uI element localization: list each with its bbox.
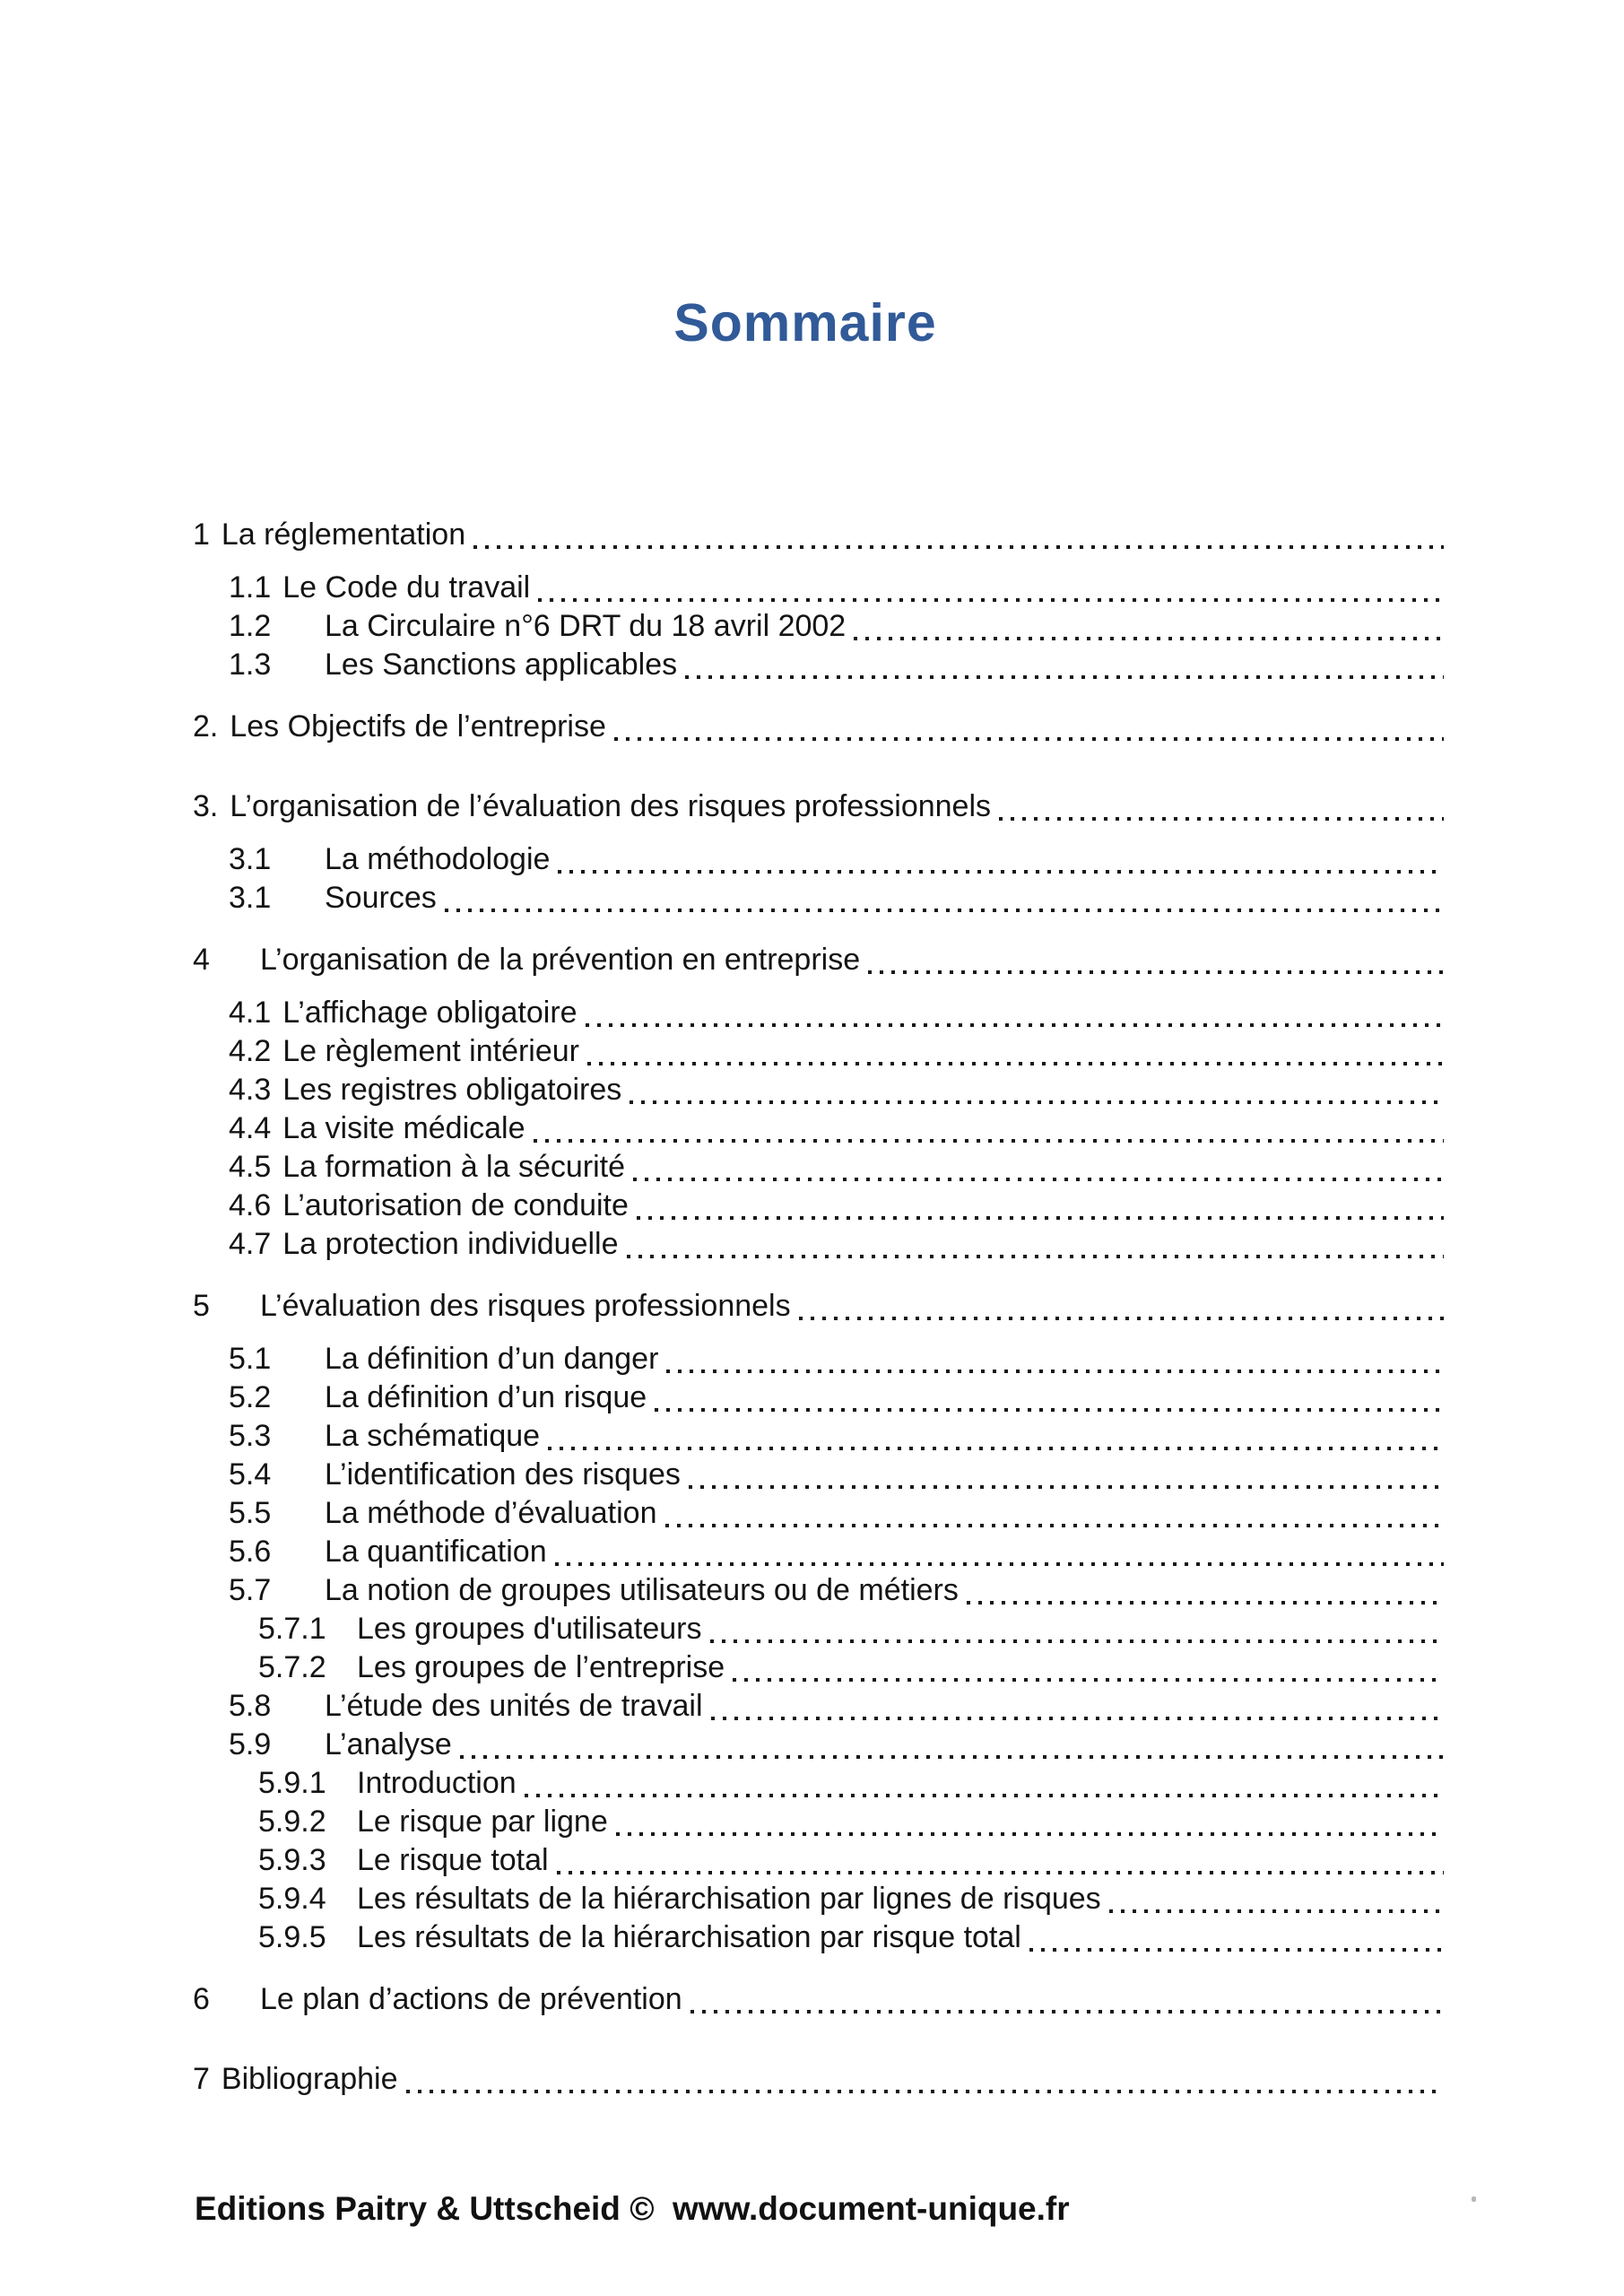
- toc-entry-label: Introduction: [357, 1766, 517, 1800]
- dot-leader: [711, 1717, 1444, 1720]
- footer-text: Editions Paitry & Uttscheid © www.document-unique.fr: [195, 2190, 1070, 2227]
- toc-entry-label: Les groupes de l’entreprise: [357, 1650, 725, 1684]
- dot-leader: [548, 1447, 1444, 1450]
- toc-entry-number: 4.4: [229, 1111, 272, 1145]
- toc-entry: [193, 1803, 1446, 1841]
- toc-entry-label: L’étude des unités de travail: [325, 1689, 703, 1723]
- toc-entry: [193, 1340, 1446, 1378]
- dot-leader: [799, 1317, 1444, 1320]
- toc-entry-label: Les résultats de la hiérarchisation par lignes de risques: [357, 1882, 1101, 1916]
- toc-entry: [193, 994, 1446, 1032]
- toc-entry-label: La méthodologie: [325, 842, 551, 876]
- dot-leader: [473, 545, 1444, 549]
- toc-entry-label: L’affichage obligatoire: [282, 996, 578, 1030]
- toc-entry-number: 5.9: [229, 1727, 272, 1761]
- dot-leader: [616, 1832, 1444, 1836]
- dot-leader: [665, 1524, 1445, 1527]
- toc-entry-label: Les Sanctions applicables: [325, 648, 678, 682]
- toc-entry-number: 5.2: [229, 1380, 272, 1414]
- toc-entry: [193, 1880, 1446, 1918]
- toc-entry-label: Bibliographie: [221, 2062, 398, 2096]
- toc-entry: [193, 1533, 1446, 1571]
- toc-entry-label: L’autorisation de conduite: [282, 1188, 629, 1222]
- toc-entry: [193, 1032, 1446, 1071]
- toc-entry-number: 2.: [193, 709, 219, 744]
- toc-entry: [193, 1841, 1446, 1880]
- dot-leader: [666, 1370, 1444, 1373]
- toc-entry: [193, 1687, 1446, 1726]
- dot-leader: [655, 1408, 1444, 1412]
- toc-entry: [193, 1109, 1446, 1148]
- dot-leader: [445, 909, 1444, 912]
- dot-leader: [733, 1678, 1444, 1682]
- table-of-contents: [193, 516, 1446, 2113]
- toc-entry: [193, 516, 1446, 554]
- toc-entry-number: 5.5: [229, 1496, 272, 1530]
- toc-entry: [193, 1378, 1446, 1417]
- toc-entry: [193, 1456, 1446, 1494]
- toc-entry-number: 5: [193, 1289, 210, 1323]
- dot-leader: [685, 675, 1444, 679]
- toc-entry-number: 4.6: [229, 1188, 272, 1222]
- toc-entry: [193, 1225, 1446, 1264]
- toc-entry-label: La méthode d’évaluation: [325, 1496, 657, 1530]
- toc-entry-number: 5.9.5: [258, 1920, 326, 1954]
- dot-leader: [614, 737, 1444, 741]
- toc-entry-label: Le règlement intérieur: [282, 1034, 580, 1068]
- toc-entry-number: 5.7: [229, 1573, 272, 1607]
- toc-entry-label: La définition d’un danger: [325, 1342, 659, 1376]
- toc-entry-number: 5.9.2: [258, 1805, 326, 1839]
- toc-entry-number: 4.5: [229, 1150, 272, 1184]
- dot-leader: [854, 637, 1444, 640]
- toc-entry-label: Le plan d’actions de prévention: [260, 1982, 682, 2016]
- page-title: Sommaire: [673, 293, 937, 352]
- toc-entry: [193, 1648, 1446, 1687]
- toc-entry-number: 4.2: [229, 1034, 272, 1068]
- dot-leader: [557, 1871, 1444, 1874]
- toc-entry: [193, 1571, 1446, 1610]
- toc-entry-label: Le risque total: [357, 1843, 549, 1877]
- toc-entry-label: La notion de groupes utilisateurs ou de métiers: [325, 1573, 959, 1607]
- dot-leader: [690, 2010, 1444, 2013]
- toc-entry-number: 5.9.4: [258, 1882, 326, 1916]
- toc-entry: [193, 569, 1446, 607]
- toc-entry-label: Les résultats de la hiérarchisation par risque total: [357, 1920, 1021, 1954]
- toc-entry: [193, 1417, 1446, 1456]
- dot-leader: [406, 2090, 1444, 2093]
- toc-entry: [193, 1287, 1446, 1326]
- dot-leader: [630, 1100, 1444, 1104]
- dot-leader: [587, 1062, 1444, 1065]
- toc-entry: [193, 708, 1446, 746]
- dot-leader: [586, 1023, 1444, 1027]
- toc-entry-label: Les groupes d'utilisateurs: [357, 1612, 702, 1646]
- dot-leader: [710, 1639, 1445, 1643]
- toc-entry-number: 5.1: [229, 1342, 272, 1376]
- dot-leader: [637, 1216, 1444, 1220]
- toc-entry-number: 1.3: [229, 648, 272, 682]
- toc-entry-label: Le risque par ligne: [357, 1805, 608, 1839]
- toc-entry: [193, 1918, 1446, 1957]
- toc-entry-number: 4.3: [229, 1073, 272, 1107]
- dot-leader: [460, 1755, 1444, 1759]
- toc-entry-label: Sources: [325, 881, 437, 915]
- toc-entry-label: La quantification: [325, 1535, 547, 1569]
- toc-entry: [193, 1187, 1446, 1225]
- toc-entry-label: L’évaluation des risques professionnels: [260, 1289, 791, 1323]
- toc-entry-number: 1.2: [229, 609, 272, 643]
- dot-leader: [868, 970, 1444, 974]
- dot-leader: [627, 1255, 1444, 1258]
- dot-leader: [1109, 1909, 1444, 1913]
- scan-artifact: [1472, 2196, 1476, 2202]
- toc-entry-number: 5.7.2: [258, 1650, 326, 1684]
- toc-entry-number: 3.1: [229, 842, 272, 876]
- dot-leader: [534, 1139, 1444, 1143]
- dot-leader: [967, 1601, 1444, 1605]
- toc-entry: [193, 646, 1446, 684]
- toc-entry: [193, 1494, 1446, 1533]
- toc-entry: [193, 1071, 1446, 1109]
- toc-entry-number: 7: [193, 2062, 210, 2096]
- dot-leader: [999, 817, 1444, 821]
- toc-entry-label: La visite médicale: [282, 1111, 525, 1145]
- toc-entry-number: 3.: [193, 789, 219, 823]
- toc-entry-label: La définition d’un risque: [325, 1380, 647, 1414]
- toc-entry-number: 1.1: [229, 570, 272, 604]
- toc-entry: [193, 1148, 1446, 1187]
- dot-leader: [1029, 1948, 1444, 1952]
- toc-entry-label: L’organisation de l’évaluation des risques professionnels: [230, 789, 992, 823]
- toc-entry-label: Les Objectifs de l’entreprise: [230, 709, 606, 744]
- dot-leader: [633, 1178, 1444, 1181]
- toc-entry-number: 5.9.1: [258, 1766, 326, 1800]
- toc-entry: [193, 840, 1446, 879]
- toc-entry-number: 4.1: [229, 996, 272, 1030]
- toc-entry-number: 4: [193, 943, 210, 977]
- toc-entry-label: La schématique: [325, 1419, 541, 1453]
- toc-entry-number: 3.1: [229, 881, 272, 915]
- toc-entry: [193, 1610, 1446, 1648]
- toc-entry: [193, 607, 1446, 646]
- toc-entry-label: La réglementation: [221, 517, 466, 552]
- toc-entry-number: 5.6: [229, 1535, 272, 1569]
- toc-entry-number: 4.7: [229, 1227, 272, 1261]
- toc-entry-label: La formation à la sécurité: [282, 1150, 626, 1184]
- toc-entry-number: 5.9.3: [258, 1843, 326, 1877]
- dot-leader: [558, 870, 1444, 874]
- dot-leader: [538, 598, 1444, 602]
- toc-entry: [193, 1726, 1446, 1764]
- toc-entry: [193, 941, 1446, 979]
- toc-entry-label: Le Code du travail: [282, 570, 531, 604]
- toc-entry: [193, 1980, 1446, 2019]
- dot-leader: [555, 1562, 1444, 1566]
- toc-entry-number: 5.8: [229, 1689, 272, 1723]
- toc-entry-number: 5.3: [229, 1419, 272, 1453]
- toc-entry-label: L’analyse: [325, 1727, 452, 1761]
- toc-entry-number: 6: [193, 1982, 210, 2016]
- toc-entry-label: L’organisation de la prévention en entreprise: [260, 943, 861, 977]
- toc-entry-number: 5.4: [229, 1457, 272, 1492]
- toc-entry-label: Les registres obligatoires: [282, 1073, 622, 1107]
- toc-entry-label: La protection individuelle: [282, 1227, 619, 1261]
- toc-entry-label: La Circulaire n°6 DRT du 18 avril 2002: [325, 609, 847, 643]
- dot-leader: [689, 1485, 1444, 1489]
- toc-entry: [193, 879, 1446, 918]
- toc-entry-number: 5.7.1: [258, 1612, 326, 1646]
- toc-entry-label: L’identification des risques: [325, 1457, 681, 1492]
- toc-entry: [193, 787, 1446, 826]
- dot-leader: [525, 1794, 1444, 1797]
- toc-entry: [193, 2060, 1446, 2099]
- toc-entry-number: 1: [193, 517, 210, 552]
- toc-entry: [193, 1764, 1446, 1803]
